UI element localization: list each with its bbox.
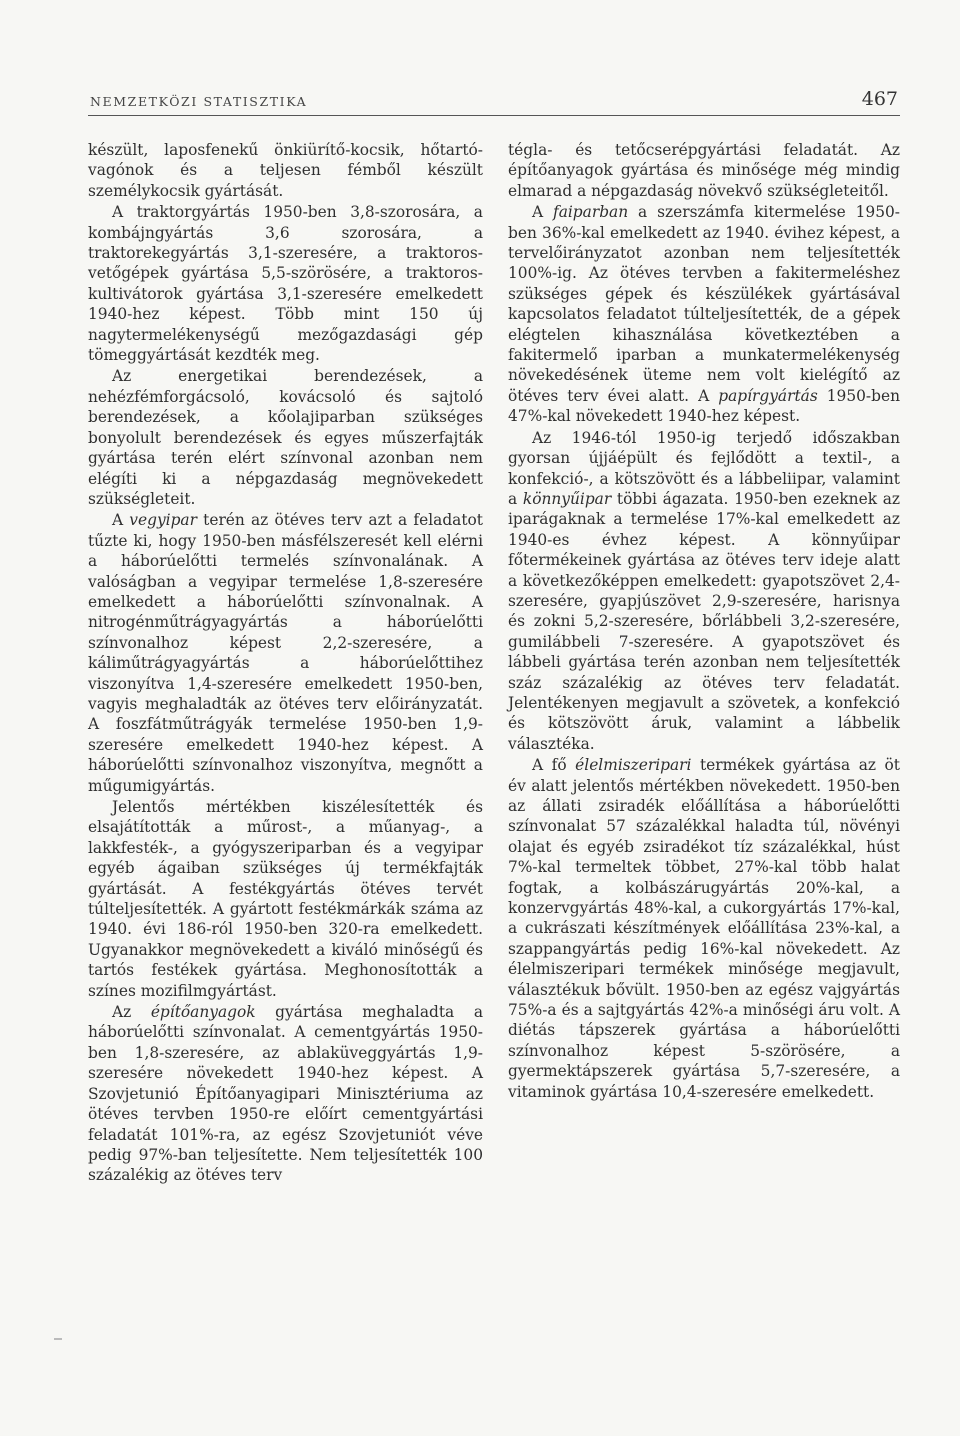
paragraph-text: Az energetikai berendezések, a nehézfémforgácsoló, kovácsoló és sajtoló berendezések, a kőolajiparban szükséges bonyolult berendezések és egyes műszerfajták gyártása terén elért színvonal azonban nem elégíti ki a népgazdaság megnövekedett szükségleteit. <box>88 367 483 508</box>
emphasized-term: építőanyagok <box>150 1003 256 1022</box>
running-title: NEMZETKÖZI STATISZTIKA <box>90 94 308 109</box>
paragraph-text: Az <box>112 1003 151 1022</box>
paragraph <box>88 202 483 365</box>
paragraph-text: A <box>532 203 554 222</box>
emphasized-term: faiparban <box>553 203 629 222</box>
margin-mark <box>54 1338 62 1340</box>
paragraph-text: A fő <box>532 756 576 775</box>
paragraph-text: a szerszámfa kitermelése 1950-ben 36%-kal emelkedett az 1940. évihez képest, a tervelőirányzatot azonban nem teljesítették 100%-ig. Az ötéves tervben a fakitermeléshez szükséges gépek és készülékek gyártásával kapcsolatos feladatot túlteljesítették, de a gépek elégtelen kihasználása következtében a fakitermelő iparban a munkatermelékenység növekedésének üteme nem volt kielégítő az ötéves terv évei alatt. A <box>508 203 900 405</box>
paragraph <box>508 202 900 426</box>
paragraph-text: készült, laposfenekű önkiürítő-kocsik, hőtartó-vagónok és a teljesen fémből készült személykocsik gyártását. <box>88 141 483 200</box>
paragraph-text: A <box>112 511 130 530</box>
right-column <box>508 140 900 1380</box>
emphasized-term: papírgyártás <box>718 386 818 405</box>
paragraph <box>508 755 900 1102</box>
paragraph-text: Az 1946-tól 1950-ig terjedő időszakban gyorsan újjáépült és fejlődött a textil-, a konfekció-, a kötszövött és a lábbeliipar, valamint a <box>508 428 900 508</box>
paragraph <box>508 140 900 201</box>
paragraph-text: tégla- és tetőcserépgyártási feladatát. Az építőanyagok gyártása és minősége még mindig elmarad a népgazdaság növekvő szükségleteitől. <box>508 141 900 200</box>
paragraph-text: termékek gyártása az öt év alatt jelentős mértékben növekedett. 1950-ben az állati zsiradék előállítása a háborúelőtti színvonalat 57 százalékkal haladta túl, növényi olajat és egyéb zsiradékot tíz százalékkal, húst 7%-kal termeltek többet, 27%-kal több halat fogtak, a kolbászárugyártás 20%-kal, a konzervgyártás 48%-kal, a cukorgyártás 17%-kal, a cukrászati készítmények előállítása 23%-kal, a szappangyártás pedig 16%-kal növekedett. Az élelmiszeripari termékek minősége megjavult, választékuk bővült. 1950-ben az egész vajgyártás 75%-a és a sajtgyártás 42%-a minőségi áru volt. A diétás tápszerek gyártása a háborúelőtti színvonalhoz képest 5-szörösére, a gyermektápszerek gyártása 5,7-szeresére, a vitaminok gyártása 10,4-szeresére emelkedett. <box>508 756 900 1101</box>
paragraph-text: többi ágazata. 1950-ben ezeknek az iparágaknak a termelése 17%-kal emelkedett az 1940-es évhez képest. A könnyűipar főtermékeinek gyártása az ötéves terv ideje alatt a következőképpen emelkedett: gyapotszövet 2,4-szeresére, gyapjúszövet 2,9-szeresére, harisnya és zokni 5,2-szeresére, bőrlábbeli 3,2-szeresére, gumilábbeli 7-szeresére. A gyapotszövet és lábbeli gyártása terén azonban nem teljesítették száz százalékig az ötéves terv feladatát. Jelentékenyen megjavult a szövetek, a konfekció és kötszövött áruk, valamint a lábbelik választéka. <box>508 489 900 753</box>
left-column <box>88 140 483 1380</box>
paragraph <box>88 510 483 796</box>
emphasized-term: vegyipar <box>129 511 197 530</box>
paragraph <box>88 366 483 509</box>
paragraph-text: gyártása meghaladta a háborúelőtti színvonalat. A cementgyártás 1950-ben 1,8-szeresére, az ablaküveggyártás 1,9-szeresére növekedett 1940-hez képest. A Szovjetunió Építőanyagipari Minisztériuma az ötéves tervben 1950-re előírt cementgyártási feladatát 101%-ra, az egész Szovjetuniót véve pedig 97%-ban teljesítette. Nem teljesítették 100 százalékig az ötéves terv <box>88 1003 483 1185</box>
emphasized-term: könnyűipar <box>522 489 612 508</box>
paragraph-text: Jelentős mértékben kiszélesítették és elsajátították a műrost-, a műanyag-, a lakkfesték-, a gyógyszeriparban és a vegyipar egyéb ágaiban szükséges új termékfajták gyártását. A festékgyártás ötéves tervét túlteljesítették. A gyártott festékmárkák száma az 1940. évi 186-ról 1950-ben 320-ra emelkedett. Ugyanakkor megnövekedett a kiváló minőségű és tartós festékek gyártása. Meghonosították a színes mozifilmgyártást. <box>88 798 483 1000</box>
header-rule <box>88 115 900 116</box>
page-number: 467 <box>861 88 898 110</box>
emphasized-term: élelmiszeripari <box>575 756 692 775</box>
paragraph <box>88 1002 483 1186</box>
paragraph <box>88 140 483 201</box>
paragraph-text: terén az ötéves terv azt a feladatot tűzte ki, hogy 1950-ben másfélszeresét kell elérni a háborúelőtti termelés színvonalának. A valóságban a vegyipar termelése 1,8-szeresére emelkedett a háborúelőtti színvonalnak. A nitrogénműtrágyagyártás a háborúelőtti színvonalhoz képest 2,2-szeresére, a káliműtrágyagyártás a háborúelőttihez viszonyítva 1,4-szeresére emelkedett 1950-ben, vagyis meghaladták az ötéves terv előirányzatát. A foszfátműtrágyák termelése 1950-ben 1,9-szeresére emelkedett 1940-hez képest. A háborúelőtti színvonalhoz viszonyítva, megnőtt a műgumigyártás. <box>88 511 483 795</box>
page-header <box>88 86 900 116</box>
paragraph-text: 1950-ben 47%-kal növekedett 1940-hez képest. <box>508 386 900 426</box>
paragraph <box>88 797 483 1001</box>
paragraph <box>508 428 900 755</box>
paragraph-text: A traktorgyártás 1950-ben 3,8-szorosára, a kombájngyártás 3,6 szorosára, a traktorekegyártás 3,1-szeresére, a traktoros-vetőgépek gyártása 5,5-szörösére, a traktoros-kultivátorok gyártása 3,1-szeresére emelkedett 1940-hez képest. Több mint 150 új nagytermelékenységű mezőgazdasági gép tömeggyártását kezdték meg. <box>88 203 483 365</box>
